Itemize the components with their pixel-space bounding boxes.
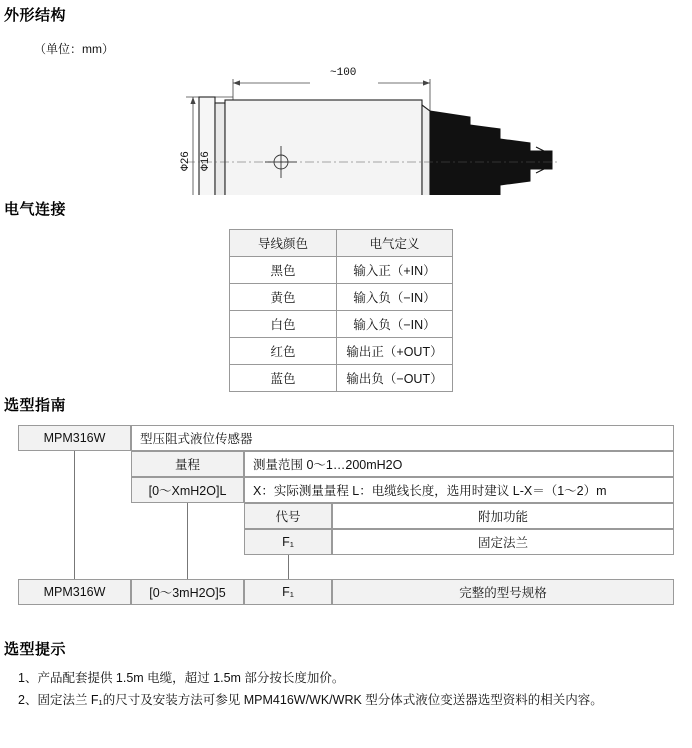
guide-range-desc: 测量范围 0～1…200mH2O — [244, 451, 674, 477]
guide-range-box: 量程 — [131, 451, 244, 477]
table-row — [230, 284, 453, 311]
table-row — [230, 365, 453, 392]
guide-result-code: [0～3mH2O]5 — [131, 579, 244, 605]
tips-list — [18, 668, 678, 712]
section-title-outline: 外形结构 — [4, 7, 67, 24]
section-title-selection: 选型指南 — [4, 397, 67, 414]
connector-line-model — [74, 451, 75, 579]
section-title-tips: 选型提示 — [4, 641, 67, 658]
guide-result-flange: F₁ — [244, 579, 332, 605]
dim-length-label: ~100 — [330, 67, 357, 79]
unit-note: （单位：mm） — [34, 42, 114, 56]
guide-flange-desc: 固定法兰 — [332, 529, 674, 555]
cell-wire-color: 黑色 — [230, 257, 337, 284]
tip-item-1: 1、产品配套提供 1.5m 电缆，超过 1.5m 部分按长度加价。 — [18, 671, 345, 685]
cell-electrical-definition: 输入负（−IN） — [337, 284, 453, 311]
wiring-table — [229, 229, 453, 392]
guide-result-desc: 完整的型号规格 — [332, 579, 674, 605]
cell-wire-color: 白色 — [230, 311, 337, 338]
selection-guide-diagram — [18, 425, 674, 625]
table-header-row — [230, 230, 453, 257]
dim-inner-diameter-label: Φ16 — [200, 151, 212, 171]
cell-wire-color: 红色 — [230, 338, 337, 365]
guide-code-box: [0～XmH2O]L — [131, 477, 244, 503]
table-row — [230, 338, 453, 365]
column-header-electrical-definition: 电气定义 — [337, 230, 453, 257]
guide-result-model: MPM316W — [18, 579, 131, 605]
cell-electrical-definition: 输入负（−IN） — [337, 311, 453, 338]
table-row — [230, 257, 453, 284]
cell-wire-color: 黄色 — [230, 284, 337, 311]
guide-model-box: MPM316W — [18, 425, 131, 451]
cell-electrical-definition: 输出正（+OUT） — [337, 338, 453, 365]
guide-flange-box: F₁ — [244, 529, 332, 555]
tip-item-2: 2、固定法兰 F₁的尺寸及安装方法可参见 MPM416W/WK/WRK 型分体式液位变送器选型资料的相关内容。 — [18, 692, 603, 707]
guide-code-desc: X：实际测量量程 L：电缆线长度，选用时建议 L-X＝（1～2）m — [244, 477, 674, 503]
guide-extra-desc: 附加功能 — [332, 503, 674, 529]
product-outline-drawing — [0, 55, 692, 195]
cell-electrical-definition: 输出负（−OUT） — [337, 365, 453, 392]
section-title-electrical: 电气连接 — [4, 201, 67, 218]
column-header-wire-color: 导线颜色 — [230, 230, 337, 257]
guide-model-desc: 型压阻式液位传感器 — [131, 425, 674, 451]
table-row — [230, 311, 453, 338]
guide-extra-box: 代号 — [244, 503, 332, 529]
cell-electrical-definition: 输入正（+IN） — [337, 257, 453, 284]
cell-wire-color: 蓝色 — [230, 365, 337, 392]
dim-outer-diameter-label: Φ26 — [180, 151, 192, 171]
connector-line-code — [187, 503, 188, 579]
connector-line-flange — [288, 555, 289, 579]
